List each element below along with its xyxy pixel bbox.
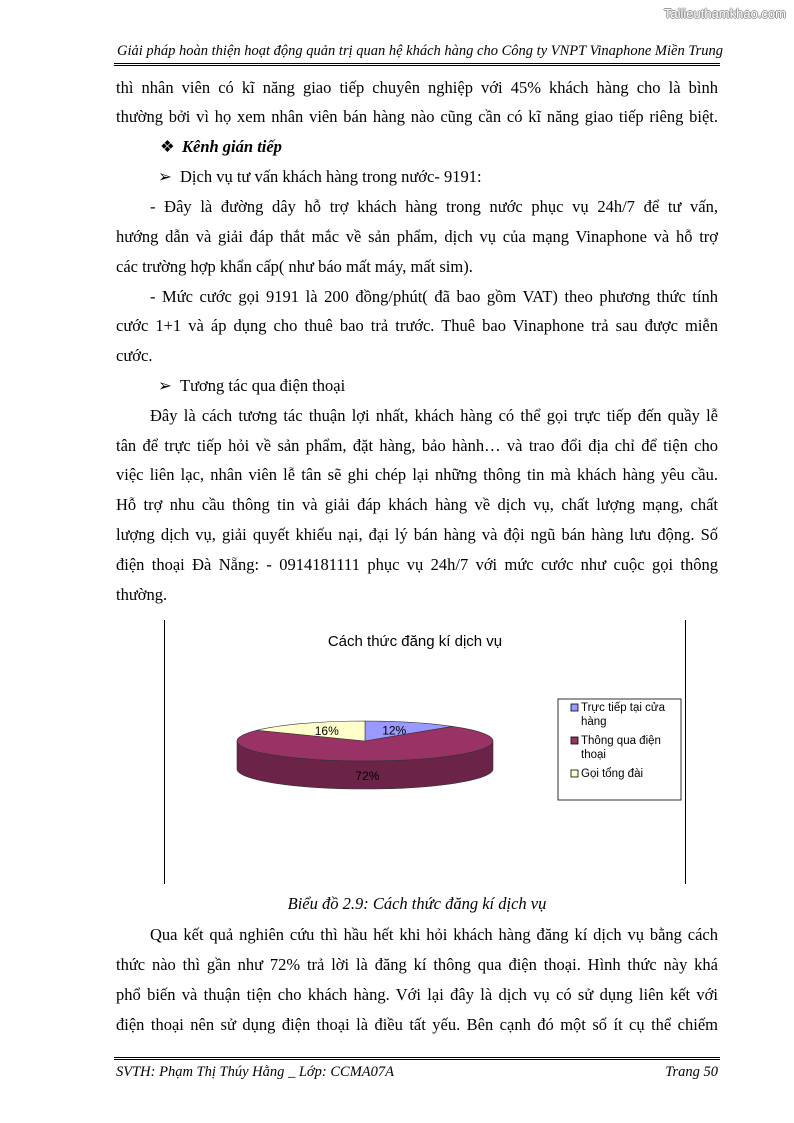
body-line: các trường hợp khẩn cấp( như báo mất máy, mất sim). — [116, 257, 473, 276]
pie-data-label: 12% — [382, 723, 407, 738]
header-rule-thin — [114, 65, 720, 66]
body-line: thường. — [116, 585, 168, 604]
pie-data-label: 16% — [314, 724, 339, 739]
legend-swatch — [571, 737, 578, 744]
watermark: Tailieuthamkhao.com — [663, 6, 786, 21]
legend-swatch — [571, 770, 578, 777]
body-line: cước 1+1 và áp dụng cho thuê bao trả trước. Thuê bao Vinaphone trả sau được miễn — [116, 316, 718, 335]
heading-tuong-tac: ➢ Tương tác qua điện thoại — [158, 376, 346, 395]
body-line: thì nhân viên có kĩ năng giao tiếp chuyên nghiệp với 45% khách hàng cho là bình — [116, 78, 718, 97]
figure-caption: Biểu đồ 2.9: Cách thức đăng kí dịch vụ — [287, 894, 547, 913]
page-number: Trang 50 — [665, 1064, 718, 1080]
pie-group — [237, 721, 493, 789]
body-line: - Đây là đường dây hỗ trợ khách hàng trong nước phục vụ 24h/7 để tư vấn, — [150, 197, 718, 216]
footer-rule-thin — [114, 1059, 720, 1060]
heading-dich-vu-9191: ➢ Dịch vụ tư vấn khách hàng trong nước- 9191: — [158, 167, 482, 186]
running-header: Giải pháp hoàn thiện hoạt động quản trị quan hệ khách hàng cho Công ty VNPT Vinaphone Miền Trung — [117, 43, 724, 59]
legend-label: hàng — [581, 716, 607, 728]
chart-title: Cách thức đăng kí dịch vụ — [327, 633, 503, 650]
body-line: Đây là cách tương tác thuận lợi nhất, khách hàng có thể gọi trực tiếp đến quầy lễ — [150, 406, 718, 425]
diamond-bullet-icon: ❖ — [160, 137, 175, 156]
body-line: tân để trực tiếp hỏi về sản phẩm, đặt hàng, bảo hành… và trao đổi địa chỉ để tiện cho — [116, 436, 718, 455]
figure-frame — [164, 620, 686, 884]
body-line: Qua kết quả nghiên cứu thì hầu hết khi hỏi khách hàng đăng kí dịch vụ bằng cách — [150, 925, 718, 944]
footer-author: SVTH: Phạm Thị Thúy Hằng _ Lớp: CCMA07A — [116, 1064, 395, 1080]
arrow-bullet-icon: ➢ — [158, 167, 172, 186]
header-rule — [114, 63, 720, 64]
body-line: - Mức cước gọi 9191 là 200 đồng/phút( đã bao gồm VAT) theo phương thức tính — [150, 287, 718, 306]
body-line: điện thoại nên sử dụng điện thoại là điều tất yếu. Bên cạnh đó một số ít cụ thể chiếm — [116, 1015, 718, 1034]
body-line: điện thoại Đà Nẵng: - 0914181111 phục vụ 24h/7 với mức cước như cuộc gọi thông — [116, 555, 718, 574]
legend-swatch — [571, 704, 578, 711]
footer-rule — [114, 1057, 720, 1058]
body-line: lượng dịch vụ, giải quyết khiếu nại, đại lý bán hàng và đội ngũ bán hàng lưu động. Số — [116, 525, 718, 544]
pie-chart — [164, 620, 686, 884]
legend-label: Gọi tổng đài — [581, 768, 644, 780]
heading-kenh-gian-tiep: ❖ Kênh gián tiếp — [160, 137, 282, 156]
body-line: thức nào thì gần như 72% trả lời là đăng kí thông qua điện thoại. Hình thức này khá — [116, 955, 718, 974]
legend-label: Thông qua điện — [581, 735, 661, 747]
body-line: phổ biến và thuận tiện cho khách hàng. Với lại đây là dịch vụ có sử dụng liên kết với — [116, 985, 718, 1004]
body-line: cước. — [116, 346, 153, 365]
page-footer — [116, 1062, 718, 1082]
pie-data-label: 72% — [355, 769, 380, 783]
body-line: Hỗ trợ nhu cầu thông tin và giải đáp khách hàng về dịch vụ, chất lượng mạng, chất — [116, 495, 718, 514]
body-line: thường bởi vì họ xem nhân viên bán hàng nào cũng cần có kĩ năng giao tiếp riêng biệt. — [116, 107, 718, 126]
legend-label: Trực tiếp tại cửa — [581, 702, 665, 714]
body-line: hướng dẫn và giải đáp thắt mắc về sản phẩm, dịch vụ của mạng Vinaphone và hỗ trợ — [116, 227, 718, 246]
legend-label: thoại — [581, 749, 606, 761]
legend-box — [558, 699, 681, 800]
body-line: việc liên lạc, nhân viên lễ tân sẽ ghi chép lại những thông tin mà khách hàng yêu cầu. — [116, 465, 718, 484]
arrow-bullet-icon: ➢ — [158, 376, 172, 395]
chart-legend — [558, 699, 681, 800]
